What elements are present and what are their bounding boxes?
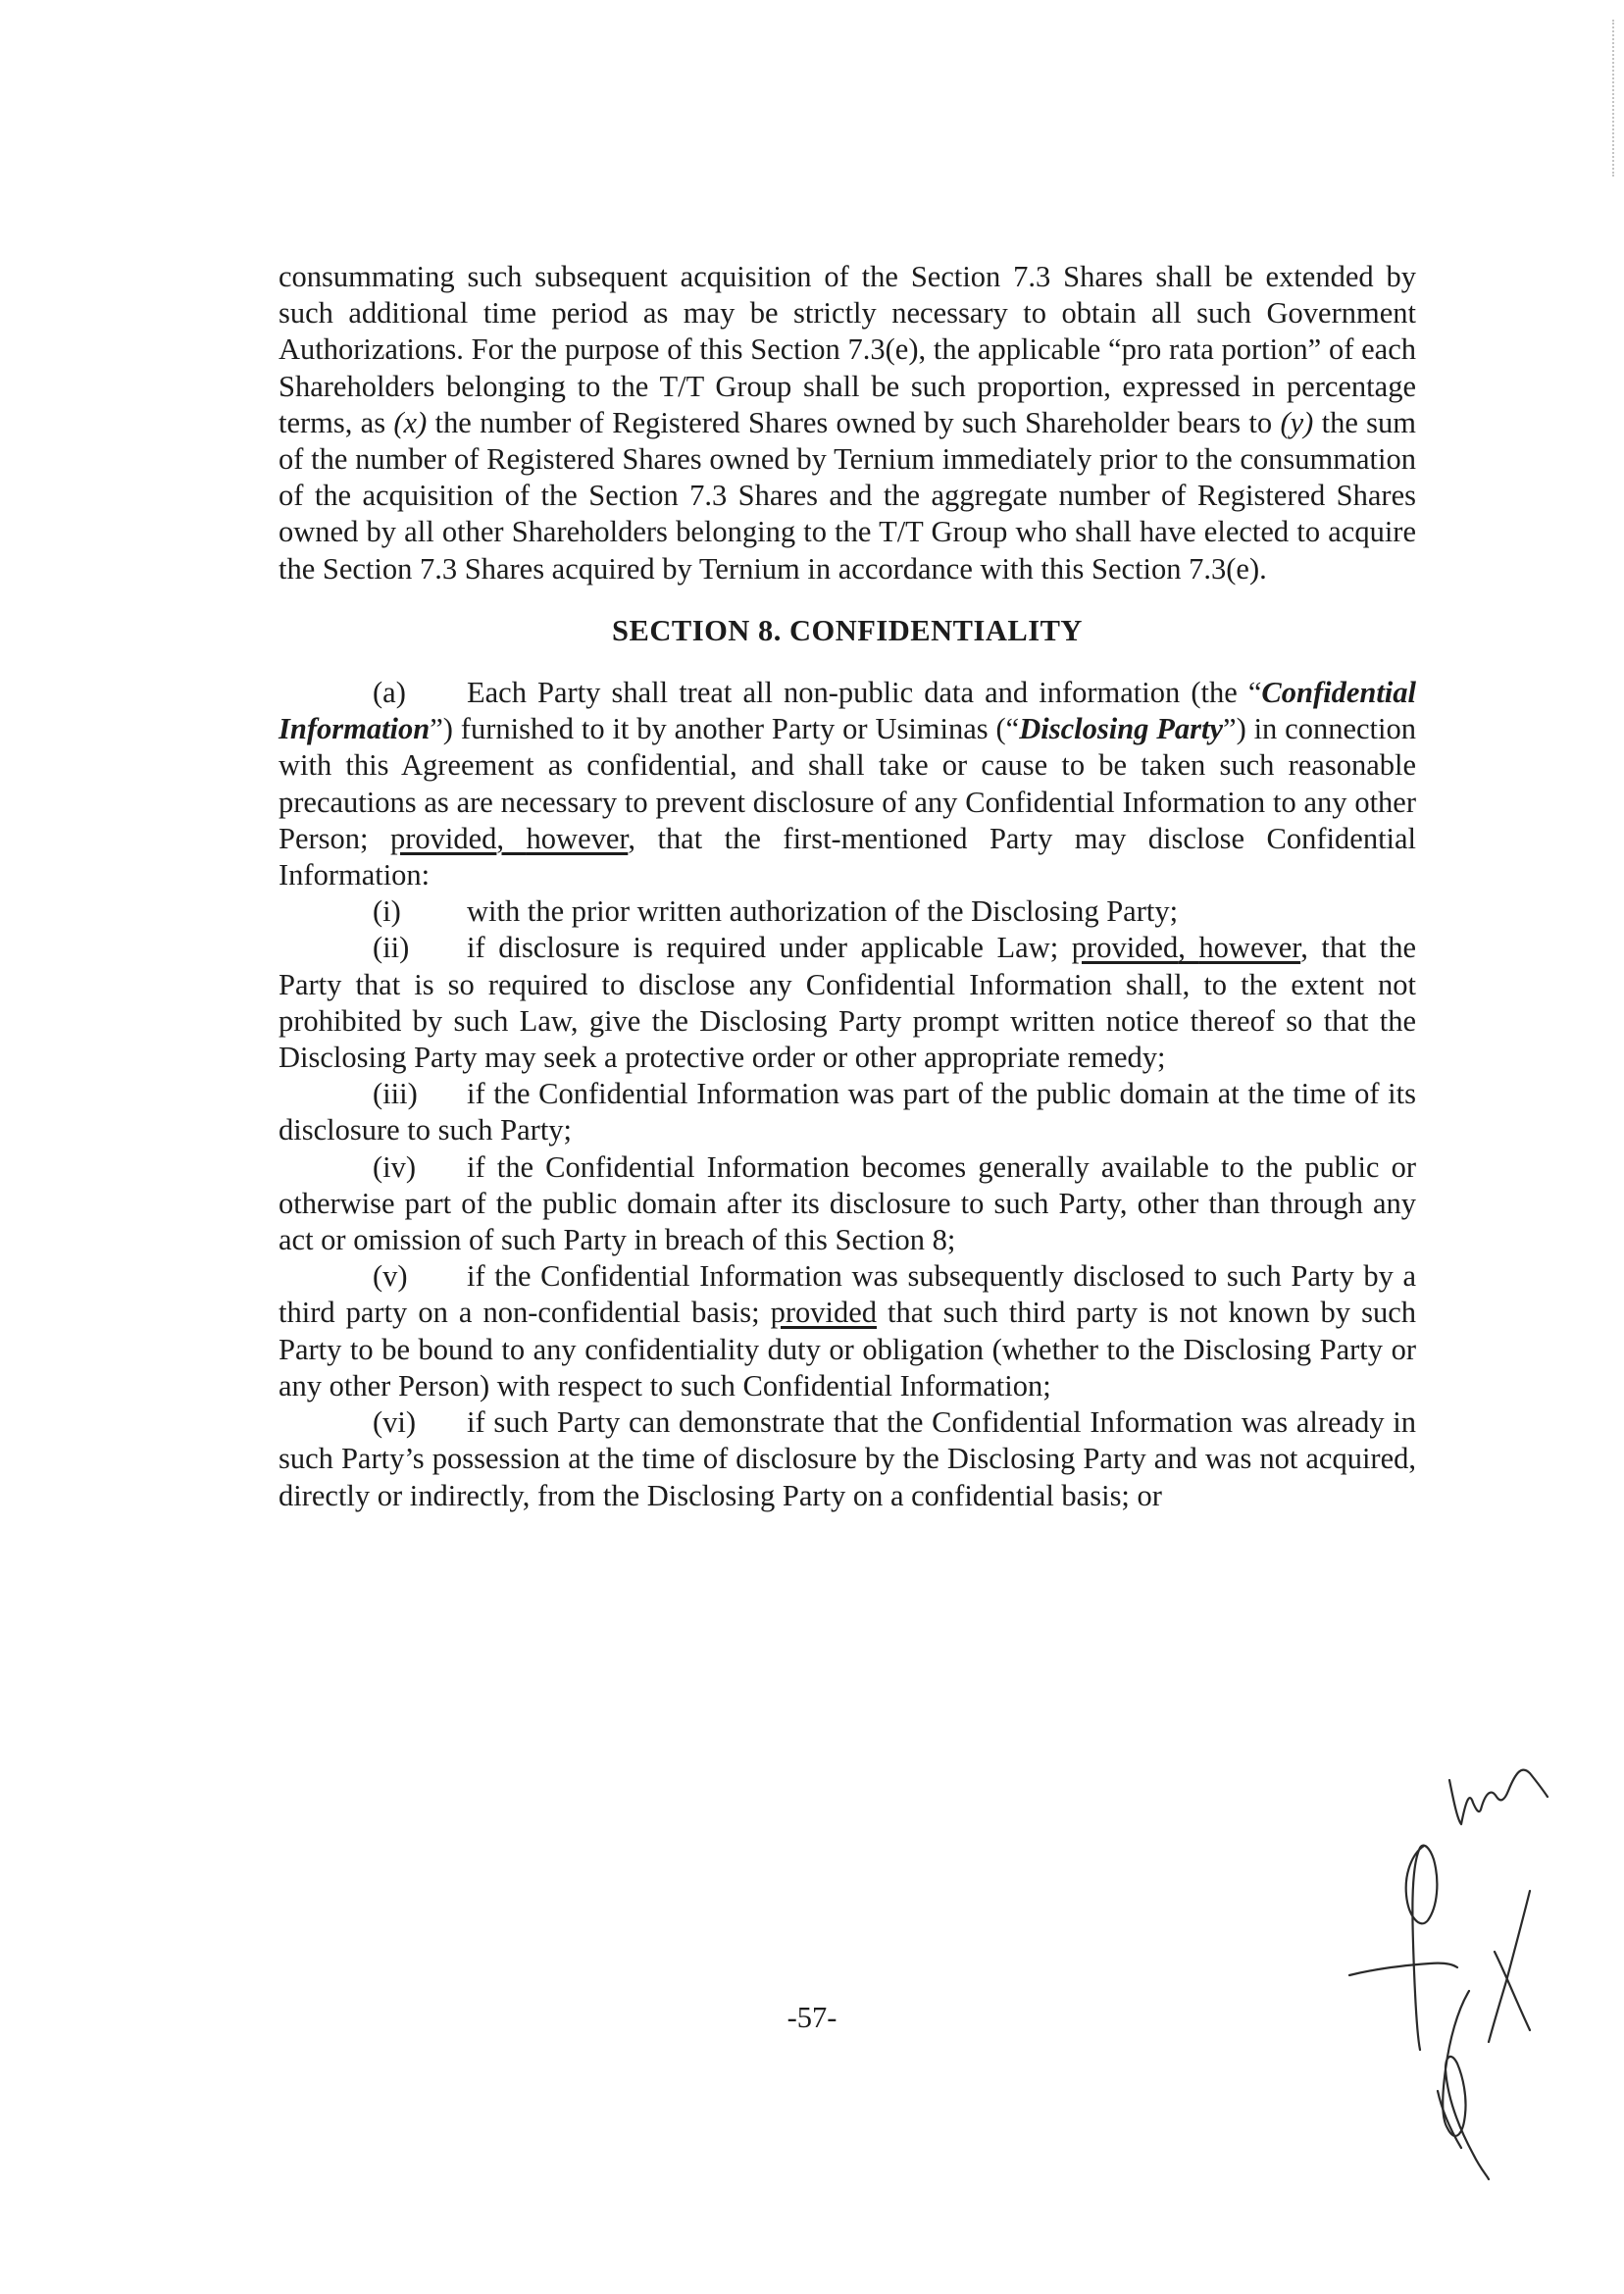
- list-item-text-2: that such third party is not known by such Party to be bound to any confidentiality duty or obligation (whether to the Disclosing Party or any other Person) with respect to such Confidential Information;: [279, 1296, 1416, 1402]
- section-heading: SECTION 8. CONFIDENTIALITY: [612, 613, 1083, 647]
- list-item-label: (ii): [373, 931, 410, 965]
- list-item-label: (iv): [373, 1149, 417, 1184]
- proviso-however: however: [526, 821, 629, 855]
- proviso-provided: provided: [770, 1296, 877, 1330]
- list-item-label: (v): [373, 1259, 408, 1294]
- initials-mark-top: [1449, 1770, 1548, 1824]
- lead-text-2: the number of Registered Shares owned by such Shareholder bears to: [427, 405, 1281, 439]
- proviso-provided: provided: [1071, 931, 1179, 965]
- proviso-provided: provided: [390, 821, 497, 855]
- paragraph-a-text-1: Each Party shall treat all non-public data and information (the “: [467, 676, 1262, 710]
- defined-term-confidential-information: Confidential Information: [279, 676, 1416, 746]
- list-item-text-2: , that the Party that is so required to disclose any Confidential Information shall, to the extent not prohibited by such Law, give the Disclosing Party prompt written notice thereof so that the Disclosing Party may seek a protective order or other appropriate remedy;: [279, 931, 1417, 1075]
- initials-mark-cross: [1349, 1963, 1457, 1975]
- paragraph-a-text-4: , that the first-mentioned Party may disclose Confidential Information:: [279, 821, 1417, 892]
- initials-mark-loop: [1406, 1846, 1438, 2050]
- list-item-text: if such Party can demonstrate that the Confidential Information was already in such Party’s possession at the time of disclosure by the Disclosing Party and was not acquired, directly or indirectly, from the Disclosing Party on a confidential basis; or: [279, 1405, 1416, 1512]
- x-marker: (x): [393, 405, 428, 439]
- list-item-text: if the Confidential Information was part of the public domain at the time of its disclosure to such Party;: [279, 1077, 1416, 1147]
- list-item-text: with the prior written authorization of the Disclosing Party;: [467, 894, 1179, 929]
- paragraph-a-label: (a): [373, 676, 406, 710]
- list-item-label: (i): [373, 894, 401, 929]
- proviso-comma: ,: [1178, 931, 1199, 965]
- page-number: -57-: [787, 2001, 837, 2034]
- paragraph-a-text-3: ”) in connection with this Agreement as confidential, and shall take or cause to be taken such reasonable precautions as are necessary to prevent disclosure of any Confidential Information to any other Person;: [279, 712, 1416, 855]
- list-item-text: if the Confidential Information becomes generally available to the public or otherwise part of the public domain after its disclosure to such Party, other than through any act or omission of such Party in breach of this Section 8;: [279, 1149, 1416, 1257]
- list-item-label: (iii): [373, 1077, 418, 1111]
- initials-mark-bottom: [1443, 1991, 1489, 2179]
- list-item-text-1: if disclosure is required under applicable Law;: [467, 931, 1072, 965]
- lead-text-1: consummating such subsequent acquisition of the Section 7.3 Shares shall be extended by such additional time period as may be strictly necessary to obtain all such Government Authorizations. For the purpose of this Section 7.3(e), the applicable “pro rata portion” of each Shareholders belonging to the T/T Group shall be such proportion, expressed in percentage terms, as: [279, 260, 1416, 439]
- defined-term-disclosing-party: Disclosing Party: [1019, 712, 1224, 746]
- proviso-comma: ,: [496, 821, 527, 855]
- paragraph-a-text-2: ”) furnished to it by another Party or Usiminas (“: [430, 712, 1020, 746]
- initials-mark-x: [1489, 1891, 1530, 2042]
- proviso-however: however: [1198, 931, 1301, 965]
- list-item-text-1: if the Confidential Information was subsequently disclosed to such Party by a third party on a non-confidential basis;: [279, 1259, 1416, 1330]
- y-marker: (y): [1280, 405, 1314, 439]
- lead-text-3: the sum of the number of Registered Shares owned by Ternium immediately prior to the consummation of the acquisition of the Section 7.3 Shares and the aggregate number of Registered Shares owned by all other Shareholders belonging to the T/T Group who shall have elected to acquire the Section 7.3 Shares acquired by Ternium in accordance with this Section 7.3(e).: [279, 405, 1416, 586]
- list-item-label: (vi): [373, 1405, 417, 1440]
